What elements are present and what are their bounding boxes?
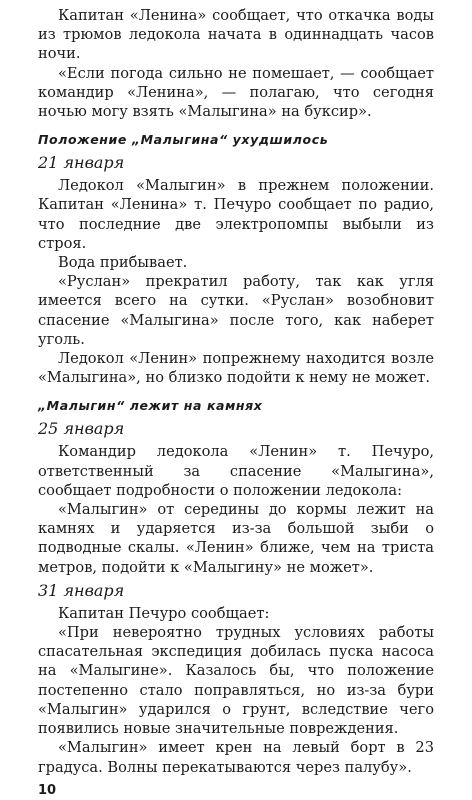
section-heading-on-rocks: „Малыгин“ лежит на камнях [38,398,263,414]
paragraph-lenin-nearby: Ледокол «Ленин» попрежнему находится возле «Малыгина», но близко подойти к нему не может. [38,350,434,387]
paragraph-water-rising: Вода прибывает. [58,254,188,272]
paragraph-ruslan-stopped: «Руслан» прекратил работу, так как угля имеется всего на сутки. «Руслан» возобновит спасение «Малыгина» после того, как наберет уголь. [38,273,434,348]
date-jan-21: 21 января [38,153,125,173]
paragraph-pechuro-reports: Капитан Печуро сообщает: [58,604,270,622]
paragraph-commander-report: Командир ледокола «Ленин» т. Печуро, ответственный за спасение «Малыгина», сообщает подробности о положении ледокола: [38,443,434,499]
date-jan-31: 31 января [38,580,125,600]
paragraph-tow-plan: «Если погода сильно не помешает, — сообщает командир «Ленина», — полагаю, что сегодня ночью могу взять «Малыгина» на буксир». [38,64,434,121]
date-jan-25: 25 января [38,419,125,439]
page-number: 10 [38,782,57,798]
paragraph-pumping-started: Капитан «Ленина» сообщает, что откачка воды из трюмов ледокола начата в одиннадцать часов ночи. [38,7,434,63]
section-heading-worsened: Положение „Малыгина“ ухудшилось [38,132,329,148]
paragraph-on-rocks: «Малыгин» от середины до кормы лежит на камнях и ударяется из-за большой зыби о подводные скалы. «Ленин» ближе, чем на триста метров, подойти к «Малыгину» не может». [38,501,434,576]
paragraph-list-23-degrees: «Малыгин» имеет крен на левый борт в 23 градуса. Волны перекатываются через палубу». [38,739,434,776]
paragraph-pump-started: «При невероятно трудных условиях работы спасательная экспедиция добилась пуска насоса на «Малыгине». Казалось бы, что положение постепенно стало поправляться, но из-за бури «Малыгин» ударился о грунт, вследствие чего появились новые значительные повреждения. [38,624,434,738]
paragraph-pumps-failed: Ледокол «Малыгин» в прежнем положении. Капитан «Ленина» т. Печуро сообщает по радио, что последние две электропомпы выбыли из строя. [38,177,434,252]
